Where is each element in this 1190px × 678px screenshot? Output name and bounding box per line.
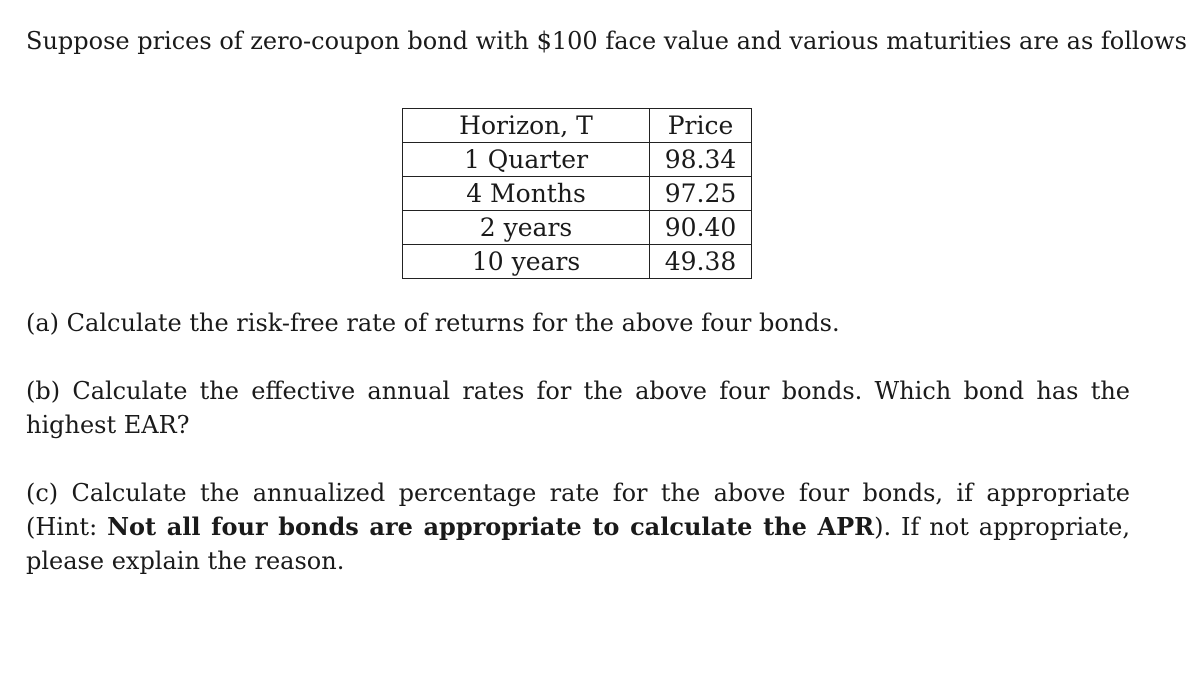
header-price: Price [650,109,752,143]
question-a: (a) Calculate the risk-free rate of returns for the above four bonds. [26,309,840,337]
table-row [403,143,752,177]
question-c [26,476,1130,578]
cell-price: 98.34 [650,143,752,177]
question-c-text-end: ). If not appropriate, please explain the reason. [26,513,1131,575]
bond-price-table [402,108,752,279]
question-c-text-start: (c) Calculate the annualized percentage rate for the above four bonds, if appropriate (Hint: [26,479,1130,541]
cell-price: 49.38 [650,245,752,279]
cell-horizon: 10 years [403,245,650,279]
cell-price: 97.25 [650,177,752,211]
table-row [403,211,752,245]
cell-horizon: 2 years [403,211,650,245]
table-row [403,245,752,279]
table-header-row [403,109,752,143]
bond-price-table-container [402,108,752,279]
table-row [403,177,752,211]
cell-horizon: 1 Quarter [403,143,650,177]
question-c-hint-bold: Not all four bonds are appropriate to calculate the APR [107,512,875,541]
cell-price: 90.40 [650,211,752,245]
cell-horizon: 4 Months [403,177,650,211]
question-b: (b) Calculate the effective annual rates for the above four bonds. Which bond has the highest EAR? [26,377,1130,439]
intro-text: Suppose prices of zero-coupon bond with $100 face value and various maturities are as follows [26,27,1187,55]
header-horizon: Horizon, T [403,109,650,143]
